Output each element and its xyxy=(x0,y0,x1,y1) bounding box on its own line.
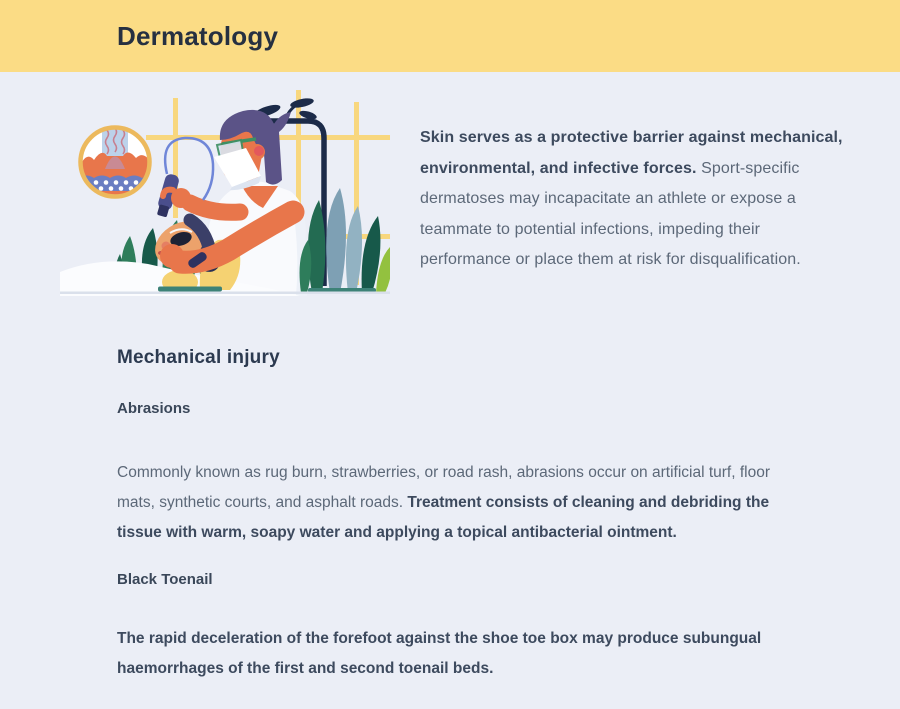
page-header xyxy=(0,0,900,72)
skin-cross-section-icon xyxy=(78,124,152,201)
article xyxy=(0,72,900,684)
page-title: Dermatology xyxy=(117,20,279,51)
intro-paragraph xyxy=(420,123,854,276)
subheading-abrasions: Abrasions xyxy=(117,400,191,417)
intro-lead-regular: Sport-specific dermatoses may incapacitate an athlete or expose a teammate to potential infections, impeding their performance or place them at risk for disqualification. xyxy=(420,159,801,268)
table-edge xyxy=(60,292,390,295)
intro-lead-bold: Skin serves as a protective barrier against mechanical, environmental, and infective forces. xyxy=(420,129,843,177)
hero-section xyxy=(0,72,900,296)
abrasions-text-regular: Commonly known as rug burn, strawberries, or road rash, abrasions occur on artificial turf, floor mats, synthetic courts, and asphalt roads. xyxy=(117,464,770,511)
section-heading-mechanical-injury: Mechanical injury xyxy=(117,347,280,368)
abrasions-paragraph xyxy=(117,458,789,548)
black-toenail-text-bold: The rapid deceleration of the forefoot against the shoe toe box may produce subungual haemorrhages of the first and second toenail beds. xyxy=(117,630,762,677)
plant-right xyxy=(300,188,390,293)
black-toenail-paragraph xyxy=(117,624,789,684)
planter-base xyxy=(158,287,222,292)
content-section xyxy=(117,347,789,684)
abrasions-text-bold: Treatment consists of cleaning and debriding the tissue with warm, soapy water and applying a topical antibacterial ointment. xyxy=(117,494,770,541)
subheading-black-toenail: Black Toenail xyxy=(117,571,213,588)
dermatology-illustration-icon xyxy=(60,90,390,296)
hero-illustration xyxy=(60,90,390,296)
